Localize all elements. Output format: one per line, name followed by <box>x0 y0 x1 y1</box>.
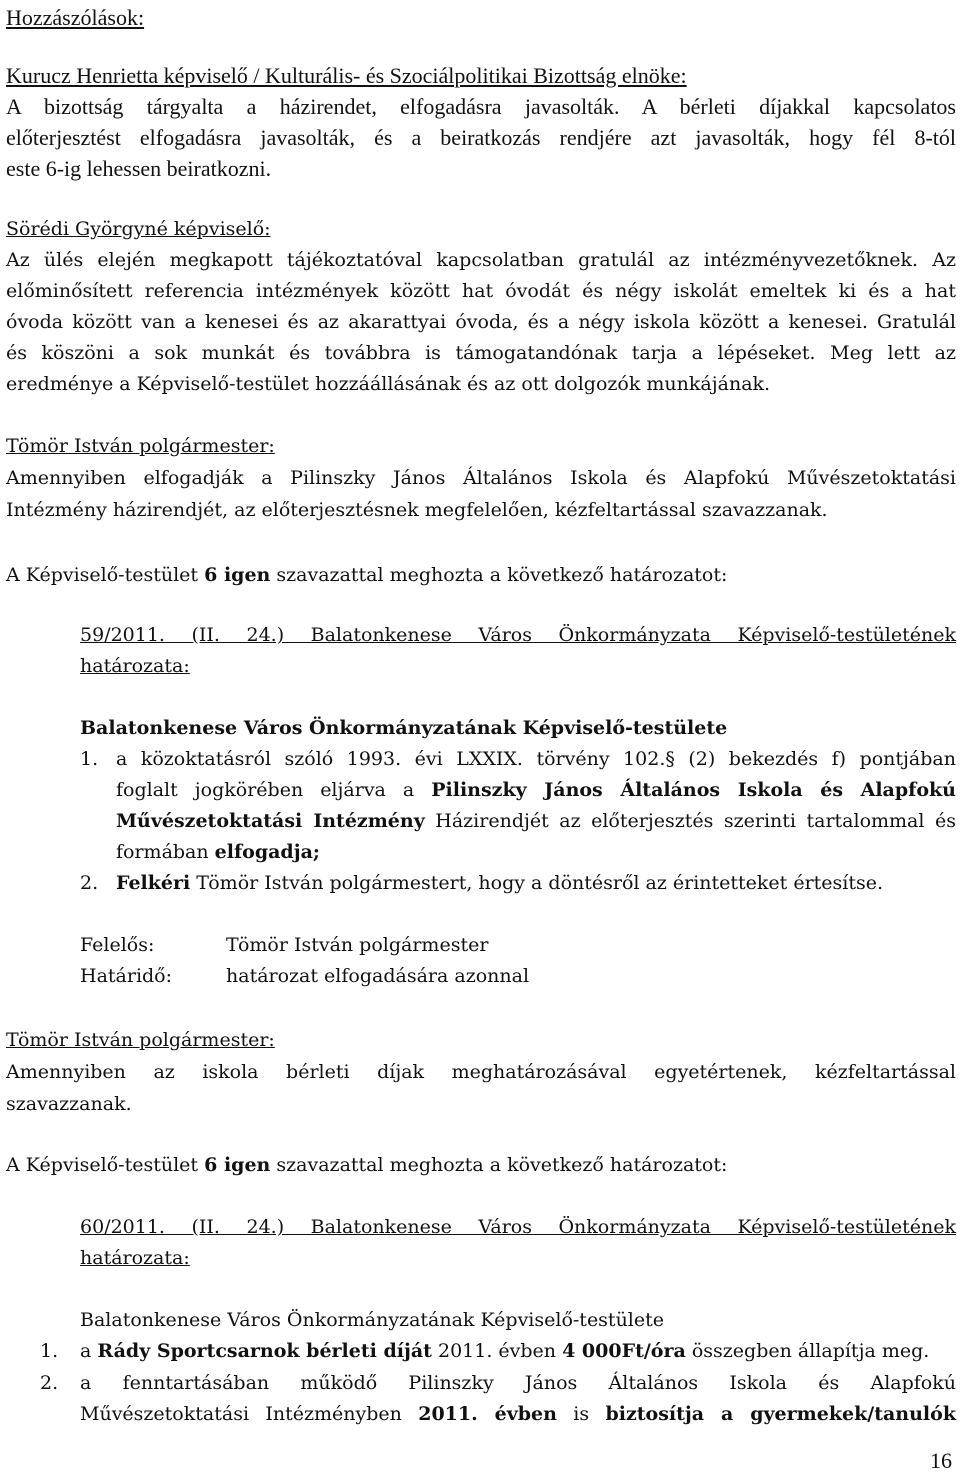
resolution-title: 60/2011. (II. 24.) Balatonkenese Város Önkormányzata Képviselő-testületének <box>80 1216 956 1238</box>
item-bold-text: 4 000Ft/óra <box>562 1340 686 1362</box>
item-line <box>116 806 956 837</box>
vote-suffix: szavazattal meghozta a következő határozatot: <box>276 1154 728 1176</box>
item-bold-text: Rády Sportcsarnok bérleti díját <box>97 1340 432 1362</box>
item-number: 2. <box>80 872 99 894</box>
paragraph-line: A bizottság tárgyalta a házirendet, elfogadásra javasolták. A bérleti díjakkal kapcsolatos <box>6 94 956 119</box>
resolution-59-item-2 <box>80 868 956 899</box>
item-text: összegben állapítja meg. <box>691 1340 930 1362</box>
speaker-name: Tömör István polgármester: <box>6 435 275 457</box>
item-text: foglalt jogkörében eljárva a <box>116 779 415 801</box>
section-heading <box>6 2 956 33</box>
vote-prefix: A Képviselő-testület <box>6 564 199 586</box>
item-line <box>80 1399 956 1430</box>
vote-count: 6 igen <box>204 564 271 586</box>
item-line: a közoktatásról szóló 1993. évi LXXIX. törvény 102.§ (2) bekezdés f) pontjában <box>116 748 956 770</box>
item-text: Tömör István polgármestert, hogy a döntésről az érintetteket értesítse. <box>196 872 884 894</box>
speaker-name: Sörédi Györgyné képviselő: <box>6 218 271 240</box>
resolution-60-item-1 <box>40 1336 956 1367</box>
resolution-59 <box>80 620 956 682</box>
paragraph-line: eredménye a Képviselő-testület hozzáállásának és az ott dolgozók munkájának. <box>6 373 771 395</box>
item-text: is <box>573 1403 590 1425</box>
resolution-body-heading: Balatonkenese Város Önkormányzatának Képviselő-testülete <box>80 1309 665 1331</box>
vote-statement-1 <box>6 560 956 591</box>
deadline-label: Határidő: <box>80 965 173 987</box>
speaker-block-tomor-2 <box>6 1024 956 1120</box>
paragraph-line: szavazzanak. <box>6 1093 132 1115</box>
item-bold-text: biztosítja a gyermekek/tanulók <box>605 1403 956 1425</box>
item-bold-text: 2011. évben <box>418 1403 557 1425</box>
vote-count: 6 igen <box>204 1154 271 1176</box>
item-number: 1. <box>40 1340 59 1362</box>
item-text: Művészetoktatási Intézményben <box>80 1403 402 1425</box>
resolution-59-item-1 <box>80 744 956 868</box>
vote-statement-2 <box>6 1150 956 1181</box>
resolution-60 <box>80 1212 956 1274</box>
speaker-block-tomor-1 <box>6 430 956 526</box>
paragraph-line: Amennyiben elfogadják a Pilinszky János Általános Iskola és Alapfokú Művészetoktatási <box>6 467 956 489</box>
page-number: 16 <box>930 1448 952 1473</box>
resolution-59-body <box>80 713 956 744</box>
vote-prefix: A Képviselő-testület <box>6 1154 199 1176</box>
item-number: 2. <box>40 1372 59 1394</box>
responsible-label: Felelős: <box>80 934 155 956</box>
item-text: Házirendjét az előterjesztés szerinti tartalommal és <box>435 810 956 832</box>
item-line: a fenntartásában működő Pilinszky János Általános Iskola és Alapfokú <box>80 1372 956 1394</box>
paragraph-line: előterjesztést elfogadásra javasolták, és a beiratkozás rendjére azt javasolták, hogy fél 8-tól <box>6 125 956 150</box>
paragraph-line: Amennyiben az iskola bérleti díjak meghatározásával egyetértenek, kézfeltartással <box>6 1061 956 1083</box>
deadline-value: határozat elfogadására azonnal <box>226 965 530 987</box>
speaker-block-soredi <box>6 214 956 400</box>
paragraph-line: Intézmény házirendjét, az előterjesztésnek megfelelően, kézfeltartással szavazzanak. <box>6 499 828 521</box>
resolution-title: 59/2011. (II. 24.) Balatonkenese Város Önkormányzata Képviselő-testületének <box>80 624 956 646</box>
responsible-value: Tömör István polgármester <box>226 934 489 956</box>
item-bold-text: elfogadja; <box>214 841 320 863</box>
resolution-60-body <box>80 1305 956 1336</box>
paragraph-line: előminősített referencia intézmények között hat óvodát és négy iskolát emeltek ki és a hat <box>6 280 956 302</box>
item-text: a <box>80 1340 92 1362</box>
item-line <box>116 775 956 806</box>
item-number: 1. <box>80 748 99 770</box>
speaker-name: Kurucz Henrietta képviselő / Kulturális- és Szociálpolitikai Bizottság elnöke: <box>6 63 687 88</box>
speaker-name: Tömör István polgármester: <box>6 1029 275 1051</box>
resolution-title-cont: határozata: <box>80 1247 190 1269</box>
item-line <box>116 837 956 868</box>
paragraph-line: óvoda között van a kenesei és az akarattyai óvoda, és a négy iskola között a kenesei. Gratulál <box>6 311 956 333</box>
vote-suffix: szavazattal meghozta a következő határozatot: <box>276 564 728 586</box>
item-bold-text: Művészetoktatási Intézmény <box>116 810 425 832</box>
item-text: 2011. évben <box>437 1340 557 1362</box>
comments-heading: Hozzászólások: <box>6 5 145 30</box>
resolution-59-responsibility <box>80 930 956 992</box>
resolution-title-cont: határozata: <box>80 655 190 677</box>
resolution-60-item-2 <box>40 1368 956 1430</box>
item-bold-text: Felkéri <box>116 872 191 894</box>
resolution-body-heading: Balatonkenese Város Önkormányzatának Képviselő-testülete <box>80 717 728 739</box>
item-bold-text: Pilinszky János Általános Iskola és Alapfokú <box>431 779 956 801</box>
speaker-block-kurucz <box>6 60 956 184</box>
paragraph-line: és köszöni a sok munkát és továbbra is támogatandónak tarja a lépéseket. Meg lett az <box>6 342 956 364</box>
item-text: formában <box>116 841 209 863</box>
paragraph-line: este 6-ig lehessen beiratkozni. <box>6 156 272 181</box>
paragraph-line: Az ülés elején megkapott tájékoztatóval kapcsolatban gratulál az intézményvezetőknek. Az <box>6 249 956 271</box>
